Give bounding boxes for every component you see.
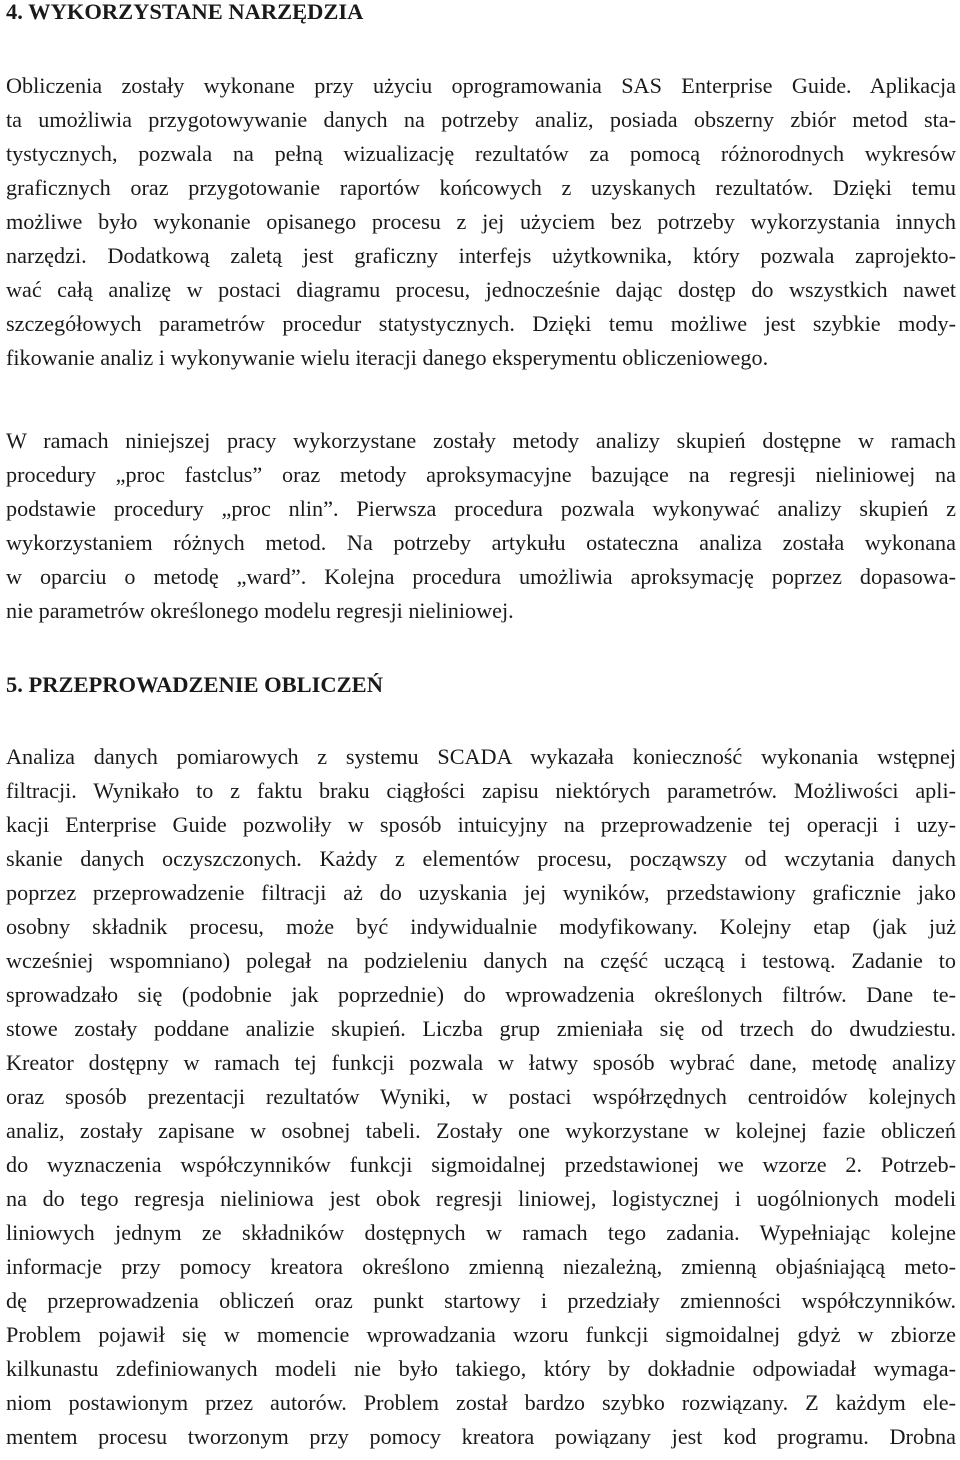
- text-line: Analiza danych pomiarowych z systemu SCADA wykazała konieczność wykonania wstępnej: [6, 744, 956, 769]
- section-5-heading: 5. PRZEPROWADZENIE OBLICZEŃ: [6, 672, 383, 697]
- text-line: wykorzystaniem różnych metod. Na potrzeby artykułu ostateczna analiza została wykonana: [6, 530, 956, 555]
- text-line: na do tego regresja nieliniowa jest obok regresji liniowej, logistycznej i uogólnionych modeli: [6, 1186, 956, 1211]
- section-4-heading: 4. WYKORZYSTANE NARZĘDZIA: [6, 0, 364, 24]
- text-line: Problem pojawił się w momencie wprowadzania wzoru funkcji sigmoidalnej gdyż w zbiorze: [6, 1322, 956, 1347]
- text-line: filtracji. Wynikało to z faktu braku ciągłości zapisu niektórych parametrów. Możliwości apli-: [6, 778, 956, 803]
- text-line: narzędzi. Dodatkową zaletą jest graficzny interfejs użytkownika, który pozwala zaprojekto-: [6, 243, 956, 268]
- text-line: skanie danych oczyszczonych. Każdy z elementów procesu, począwszy od wczytania danych: [6, 846, 956, 871]
- text-line: sprowadzało się (podobnie jak poprzednie) do wprowadzenia określonych filtrów. Dane te-: [6, 982, 956, 1007]
- text-line: procedury „proc fastclus” oraz metody aproksymacyjne bazujące na regresji nieliniowej na: [6, 462, 956, 487]
- text-line: liniowych jednym ze składników dostępnych w ramach tego zadania. Wypełniając kolejne: [6, 1220, 956, 1245]
- text-line: nie parametrów określonego modelu regresji nieliniowej.: [6, 598, 514, 623]
- text-line: szczegółowych parametrów procedur statystycznych. Dzięki temu możliwe jest szybkie mody-: [6, 311, 956, 336]
- text-line: dę przeprowadzenia obliczeń oraz punkt startowy i przedziały zmienności współczynników.: [6, 1288, 956, 1313]
- text-line: mentem procesu tworzonym przy pomocy kreatora powiązany jest kod programu. Drobna: [6, 1424, 956, 1449]
- text-line: graficznych oraz przygotowanie raportów końcowych z uzyskanych rezultatów. Dzięki temu: [6, 175, 956, 200]
- text-line: podstawie procedury „proc nlin”. Pierwsza procedura pozwala wykonywać analizy skupień z: [6, 496, 956, 521]
- text-line: wać całą analizę w postaci diagramu procesu, jednocześnie dając dostęp do wszystkich nawet: [6, 277, 956, 302]
- text-line: poprzez przeprowadzenie filtracji aż do uzyskania jej wyników, przedstawiony graficznie jako: [6, 880, 956, 905]
- text-line: informacje przy pomocy kreatora określono zmienną niezależną, zmienną objaśniającą meto-: [6, 1254, 956, 1279]
- text-line: do wyznaczenia współczynników funkcji sigmoidalnej przedstawionej we wzorze 2. Potrzeb-: [6, 1152, 956, 1177]
- text-line: ta umożliwia przygotowywanie danych na potrzeby analiz, posiada obszerny zbiór metod sta-: [6, 107, 956, 132]
- text-line: analiz, zostały zapisane w osobnej tabeli. Zostały one wykorzystane w kolejnej fazie obliczeń: [6, 1118, 956, 1143]
- text-line: Kreator dostępny w ramach tej funkcji pozwala w łatwy sposób wybrać dane, metodę analizy: [6, 1050, 956, 1075]
- text-line: kilkunastu zdefiniowanych modeli nie było takiego, który by dokładnie odpowiadał wymaga-: [6, 1356, 956, 1381]
- text-line: oraz sposób prezentacji rezultatów Wyniki, w postaci współrzędnych centroidów kolejnych: [6, 1084, 956, 1109]
- text-line: W ramach niniejszej pracy wykorzystane zostały metody analizy skupień dostępne w ramach: [6, 428, 956, 453]
- text-line: osobny składnik procesu, może być indywidualnie modyfikowany. Kolejny etap (jak już: [6, 914, 956, 939]
- text-line: stowe zostały poddane analizie skupień. Liczba grup zmieniała się od trzech do dwudziestu.: [6, 1016, 956, 1041]
- text-line: niom postawionym przez autorów. Problem został bardzo szybko rozwiązany. Z każdym ele-: [6, 1390, 956, 1415]
- text-line: kacji Enterprise Guide pozwoliły w sposób intuicyjny na przeprowadzenie tej operacji i uzy-: [6, 812, 956, 837]
- text-line: możliwe było wykonanie opisanego procesu z jej użyciem bez potrzeby wykorzystania innych: [6, 209, 956, 234]
- text-line: w oparciu o metodę „ward”. Kolejna procedura umożliwia aproksymację poprzez dopasowa-: [6, 564, 956, 589]
- text-line: fikowanie analiz i wykonywanie wielu iteracji danego eksperymentu obliczeniowego.: [6, 345, 769, 370]
- text-line: tystycznych, pozwala na pełną wizualizację rezultatów za pomocą różnorodnych wykresów: [6, 141, 956, 166]
- text-line: Obliczenia zostały wykonane przy użyciu oprogramowania SAS Enterprise Guide. Aplikacja: [6, 73, 956, 98]
- text-line: wcześniej wspomniano) polegał na podzieleniu danych na część uczącą i testową. Zadanie to: [6, 948, 956, 973]
